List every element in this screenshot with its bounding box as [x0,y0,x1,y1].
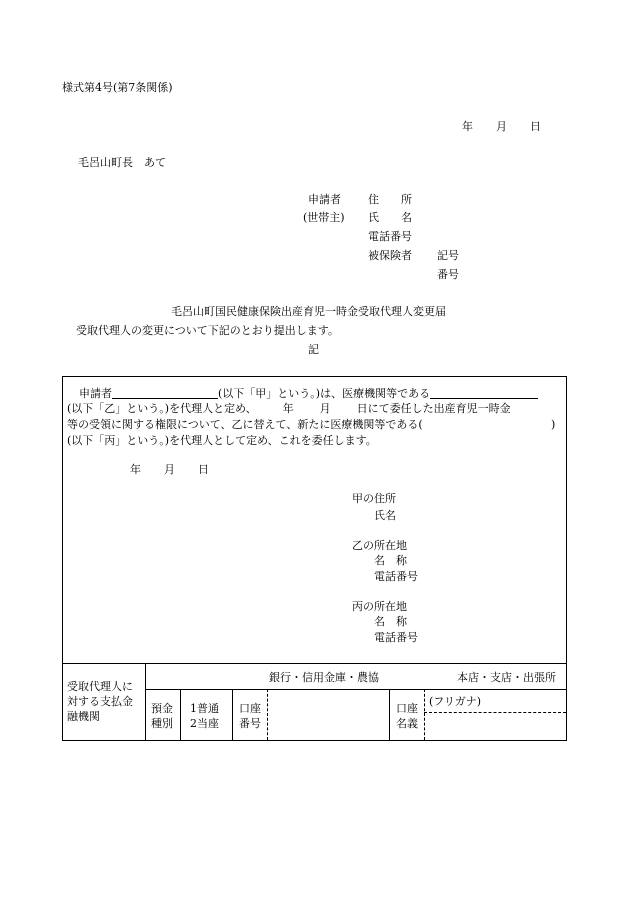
payment-label-line-2: 対する支払金 [67,695,133,708]
medical-institution-blank[interactable] [430,387,538,399]
insured-label: 被保険者 [368,249,412,262]
body-line-2-tail: 日にて委任した出産育児一時金 [356,402,511,415]
body-line-1-text: (以下「甲」という。)は、医療機関等である [218,387,431,400]
hei-name-label: 名 称 [374,615,407,628]
intro-text: 受取代理人の変更について下記のとおり提出します。 [76,324,339,337]
otsu-phone-label: 電話番号 [374,570,418,583]
sign-year-label: 年 [130,463,141,476]
body-line-4: (以下「丙」という。)を代理人として定め、これを委任します。 [67,434,377,447]
bank-types: 銀行・信用金庫・農協 [269,671,379,684]
applicant-address-label: 住 所 [368,193,412,206]
form-number: 様式第4号(第7条関係) [62,81,173,94]
body-line-3-close: ) [551,418,556,431]
body-line-3: 等の受領に関する権限について、乙に替えて、新たに医療機関等である( [67,418,423,431]
hei-location-label: 丙の所在地 [352,600,407,613]
type-ordinary[interactable]: 1普通 [190,702,219,715]
hei-phone-label: 電話番号 [374,631,418,644]
body-line-1 [79,387,538,399]
date-year-label: 年 [462,120,473,133]
account-label-2: 番号 [239,717,261,730]
applicant-role: 申請者 [308,193,341,206]
applicant-name-label: 氏 名 [368,211,412,224]
date-day-label: 日 [530,120,541,133]
applicant-role-note: (世帯主) [303,211,345,224]
insured-number-label: 番号 [437,268,459,281]
delegation-box [62,376,567,664]
otsu-location-label: 乙の所在地 [352,539,407,552]
deposit-divider [180,689,181,740]
payment-label-line-1: 受取代理人に [67,680,133,693]
body-month: 月 [319,402,331,415]
otsu-name-label: 名 称 [374,554,407,567]
body-line-2-text: (以下「乙」という。)を代理人と定め、 [67,402,257,415]
addressee: 毛呂山町長 あて [78,156,166,169]
furigana-label: (フリガナ) [429,695,482,708]
ko-address-label: 甲の住所 [352,492,396,505]
branch-types: 本店・支店・出張所 [457,671,556,684]
deposit-label-2: 種別 [151,717,173,730]
body-line-2 [67,403,511,414]
payment-divider [145,663,146,740]
account-label-divider [267,689,268,740]
sign-day-label: 日 [198,463,209,476]
deposit-label-1: 預金 [151,702,173,715]
account-divider [389,689,390,740]
body-applicant-label: 申請者 [79,387,112,400]
insured-symbol-label: 記号 [437,249,459,262]
holder-label-1: 口座 [396,702,418,715]
body-year: 年 [282,402,294,415]
payment-table [62,663,567,741]
holder-label-2: 名義 [396,717,418,730]
account-label-1: 口座 [239,702,261,715]
type-divider [232,689,233,740]
type-current[interactable]: 2当座 [190,717,219,730]
payment-label-line-3: 融機関 [67,710,100,723]
date-month-label: 月 [496,120,507,133]
sign-month-label: 月 [164,463,175,476]
applicant-phone-label: 電話番号 [368,230,412,243]
document-title: 毛呂山町国民健康保険出産育児一時金受取代理人変更届 [171,305,446,318]
payment-row-divider [145,689,566,690]
furigana-divider [424,712,566,713]
ki-label: 記 [308,343,319,356]
applicant-blank[interactable] [112,387,218,399]
holder-label-divider [424,689,425,740]
ko-name-label: 氏名 [374,509,396,522]
